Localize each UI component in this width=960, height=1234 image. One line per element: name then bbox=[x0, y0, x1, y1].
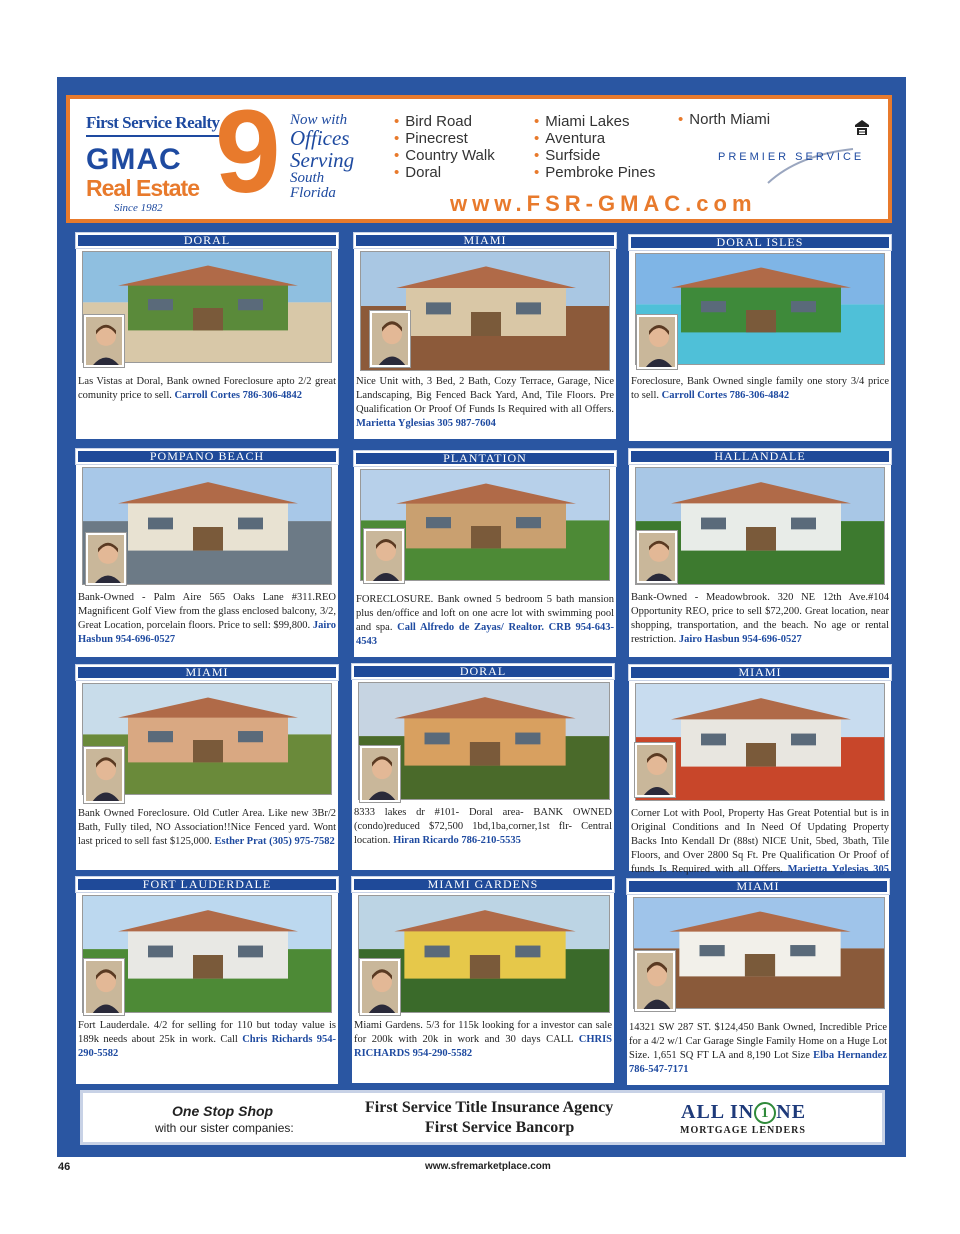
listing-city: DORAL bbox=[76, 233, 338, 248]
agent-contact: Call Alfredo de Zayas/ Realtor. CRB 954-643-4543 bbox=[356, 622, 614, 647]
slogan: Now with Offices Serving South Florida bbox=[290, 112, 355, 202]
office-list-3 bbox=[678, 111, 770, 128]
listing-city: MIAMI GARDENS bbox=[352, 877, 614, 892]
listing-description: Nice Unit with, 3 Bed, 2 Bath, Cozy Terrace, Garage, Nice Landscaping, Big Fenced Back Yard, And, Tile Floors. Pre Qualification Or Proof Of Funds Is Required with all Offers. Marietta Yglesias 305 987-7604 bbox=[356, 376, 614, 429]
agent-contact: Hiran Ricardo 786-210-5535 bbox=[393, 835, 521, 846]
listing-card[interactable] bbox=[354, 233, 616, 439]
all-in-one-logo: ALL IN 1 NE bbox=[681, 1101, 807, 1123]
offices-count: 9 bbox=[215, 86, 281, 218]
listing-city: POMPANO BEACH bbox=[76, 449, 338, 464]
website-url[interactable]: www.FSR-GMAC.com bbox=[450, 191, 757, 216]
one-stop-shop-subtitle: with our sister companies: bbox=[155, 1121, 294, 1135]
agent-photo bbox=[84, 747, 124, 803]
listing-city: PLANTATION bbox=[354, 451, 616, 466]
listing-description: 8333 lakes dr #101- Doral area- BANK OWNED (condo)reduced $72,500 1bd,1ba,corner,1st flr- Central location. Hiran Ricardo 786-210-5535 bbox=[354, 807, 612, 846]
agent-photo bbox=[364, 529, 404, 583]
listing-card[interactable] bbox=[76, 877, 338, 1084]
since-text: Since 1982 bbox=[114, 202, 163, 214]
office-item: • Pembroke Pines bbox=[534, 164, 655, 181]
agent-photo bbox=[84, 315, 124, 367]
footer-website[interactable]: www.sfremarketplace.com bbox=[425, 1161, 551, 1172]
mortgage-lenders-text: MORTGAGE LENDERS bbox=[680, 1125, 806, 1136]
listing-description: 14321 SW 287 ST. $124,450 Bank Owned, Incredible Price for a 4/2 w/1 Car Garage Single Family Home on a Huge Lot Size. 1,651 SQ FT LA and 8,190 Lot Size Elba Hernandez 786-547-7171 bbox=[629, 1022, 888, 1075]
agent-contact: Elba Hernandez 786-547-7171 bbox=[629, 1050, 888, 1075]
page-number: 46 bbox=[58, 1161, 71, 1173]
listing-city: DORAL ISLES bbox=[629, 235, 891, 250]
listing-card[interactable] bbox=[76, 233, 338, 439]
office-list-2 bbox=[534, 113, 655, 181]
office-item: • Aventura bbox=[534, 130, 655, 147]
listing-city: MIAMI bbox=[629, 665, 891, 680]
listing-card[interactable] bbox=[629, 235, 891, 441]
premier-service-logo: PREMIER SERVICE bbox=[718, 151, 865, 163]
gmac-logo-text: GMAC bbox=[86, 143, 182, 176]
office-item: • Bird Road bbox=[394, 113, 495, 130]
listing-description: Las Vistas at Doral, Bank owned Foreclosure apto 2/2 great comunity price to sell. Carroll Cortes 786-306-4842 bbox=[78, 376, 336, 401]
listing-description: Fort Lauderdale. 4/2 for selling for 110 but today value is 189k needs about 25k in work. Call Chris Richards 954-290-5582 bbox=[78, 1020, 337, 1059]
agent-photo bbox=[637, 315, 677, 369]
office-item: • Miami Lakes bbox=[534, 113, 655, 130]
listing-city: FORT LAUDERDALE bbox=[76, 877, 338, 892]
listing-description: FORECLOSURE. Bank owned 5 bedroom 5 bath mansion plus den/office and loft on one acre lot with swimming pool and spa. Call Alfredo de Zayas/ Realtor. CRB 954-643-4543 bbox=[356, 594, 614, 647]
one-stop-shop-title: One Stop Shop bbox=[172, 1103, 274, 1119]
agent-contact: CHRIS RICHARDS 954-290-5582 bbox=[354, 1034, 613, 1059]
listing-description: Foreclosure, Bank Owned single family one story 3/4 price to sell. Carroll Cortes 786-306-4842 bbox=[631, 376, 889, 401]
agent-photo bbox=[360, 959, 400, 1015]
office-list-1 bbox=[394, 113, 495, 181]
listing-card[interactable] bbox=[627, 879, 889, 1085]
listing-card[interactable] bbox=[354, 451, 616, 657]
header-banner bbox=[66, 86, 892, 223]
agent-contact: Jairo Hasbun 954-696-0527 bbox=[78, 620, 337, 645]
office-item: • Surfside bbox=[534, 147, 655, 164]
office-item: • North Miami bbox=[678, 111, 770, 128]
agent-contact: Jairo Hasbun 954-696-0527 bbox=[678, 634, 802, 645]
listing-card[interactable] bbox=[629, 449, 891, 657]
listing-city: HALLANDALE bbox=[629, 449, 891, 464]
real-estate-logo-text: Real Estate bbox=[86, 175, 200, 201]
listing-card[interactable] bbox=[352, 877, 614, 1083]
agent-contact: Chris Richards 954-290-5582 bbox=[78, 1034, 337, 1059]
listing-city: MIAMI bbox=[354, 233, 616, 248]
listing-card[interactable] bbox=[352, 664, 614, 870]
listing-description: Bank-Owned - Meadowbrook. 320 NE 12th Ave.#104 Opportunity REO, price to sell $72,200. Great location, near shopping, transportation, and the beach. No age or rental restriction. Jairo Hasbun 954-696-0527 bbox=[631, 592, 889, 645]
listing-city: DORAL bbox=[352, 664, 614, 679]
fsr-logo-text: First Service Realty bbox=[86, 113, 220, 137]
bancorp-name: First Service Bancorp bbox=[425, 1119, 575, 1136]
listing-city: MIAMI bbox=[627, 879, 889, 894]
agent-contact: Marietta Yglesias 305 987-7604 bbox=[356, 418, 496, 429]
title-agency-name: First Service Title Insurance Agency bbox=[365, 1099, 614, 1116]
agent-photo bbox=[86, 533, 126, 585]
agent-photo bbox=[84, 959, 124, 1015]
listing-description: Corner Lot with Pool, Property Has Great Potential but is in Original Conditions and In Need Of Updating Property Backs Into Kendall Dr (88st) NICE Unit, 5bed, 3bath, Tile Floors, and Over 2800 Sq Ft. Pre Qualification Or Proof of funds Is Required with all Offers. Marietta Yglesias 305 bbox=[631, 807, 889, 891]
listing-card[interactable] bbox=[76, 449, 338, 657]
equal-housing-icon bbox=[854, 119, 870, 137]
agent-photo bbox=[637, 531, 677, 583]
listing-description: Miami Gardens. 5/3 for 115k looking for a investor can sale for 200k with 20k in work and 30 days CALL CHRIS RICHARDS 954-290-5582 bbox=[354, 1020, 613, 1059]
listing-city: MIAMI bbox=[76, 665, 338, 680]
agent-contact: Marietta Yglesias 305 bbox=[787, 864, 889, 875]
office-item: • Doral bbox=[394, 164, 495, 181]
sister-companies-strip bbox=[80, 1090, 885, 1145]
agent-photo bbox=[360, 746, 400, 802]
agent-photo bbox=[635, 951, 675, 1011]
office-item: • Country Walk bbox=[394, 147, 495, 164]
listing-card[interactable] bbox=[76, 665, 338, 870]
listing-description: Bank Owned Foreclosure. Old Cutler Area. Like new 3Br/2 Bath, Fully tiled, NO Association!!Nice Fenced yard. Wont last priced to sell fast $125,000. Esther Prat (305) 975-7582 bbox=[78, 808, 336, 847]
agent-photo bbox=[370, 311, 410, 367]
agent-contact: Carroll Cortes 786-306-4842 bbox=[661, 390, 790, 401]
agent-contact: Esther Prat (305) 975-7582 bbox=[214, 836, 335, 847]
listing-card[interactable] bbox=[629, 665, 891, 875]
agent-photo bbox=[635, 743, 675, 797]
office-item: • Pinecrest bbox=[394, 130, 495, 147]
listing-description: Bank-Owned - Palm Aire 565 Oaks Lane #311.REO Magnificent Golf View from the glass enclosed balcony, 3/2, Great Location, porcelain floors. Price to sell: $99,800. Jairo Hasbun 954-696-0527 bbox=[78, 592, 337, 645]
agent-contact: Carroll Cortes 786-306-4842 bbox=[174, 390, 303, 401]
